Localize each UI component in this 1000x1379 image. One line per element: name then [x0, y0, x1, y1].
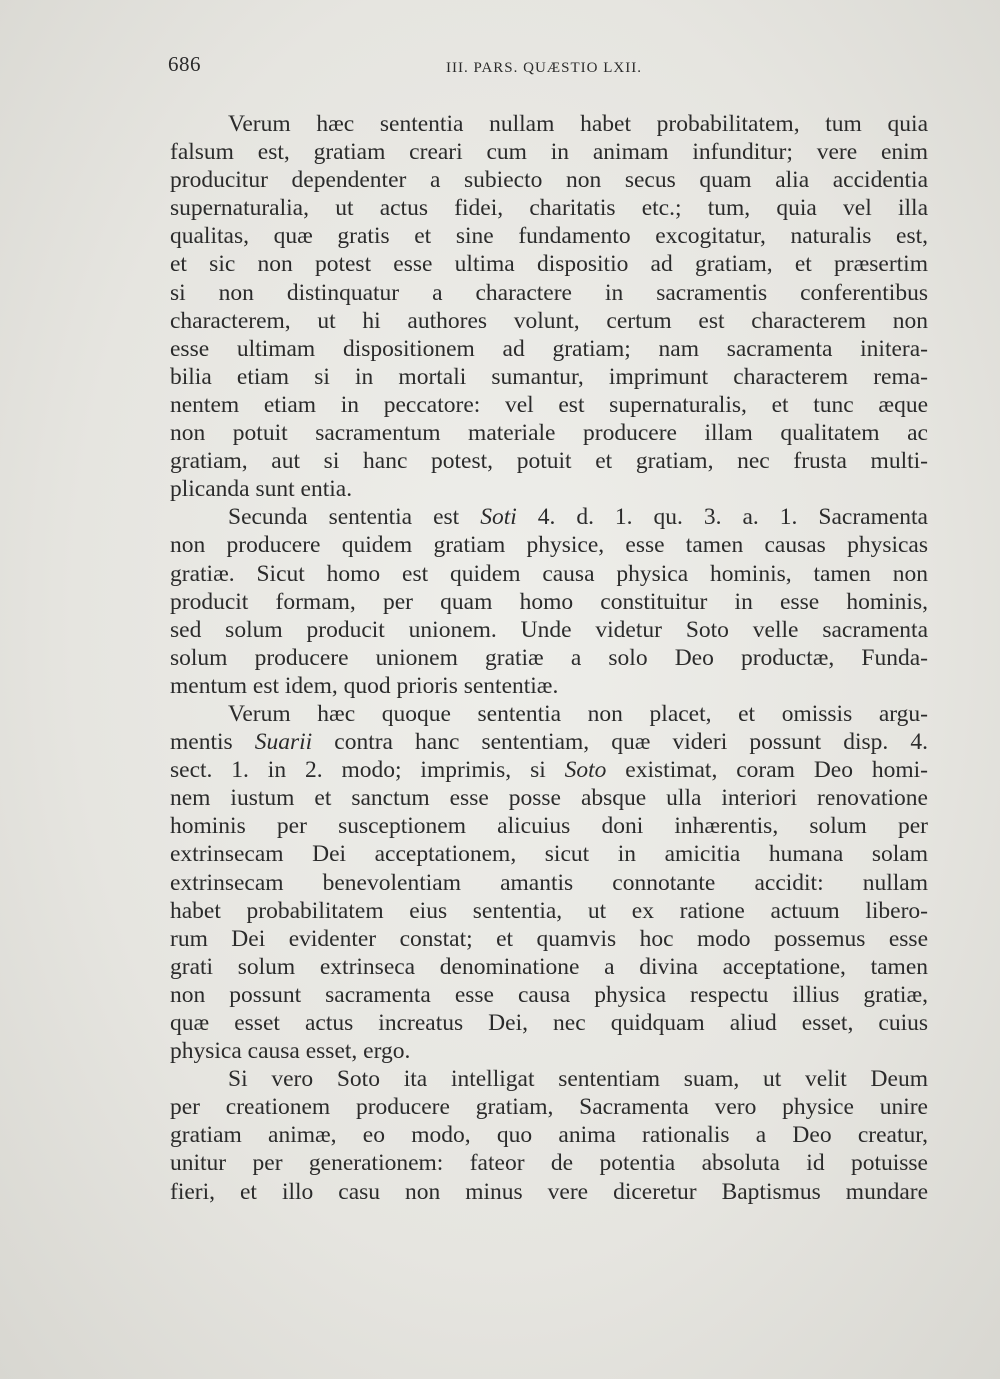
text-line: sed solum producit unionem. Unde videtur Soto velle sacramenta	[170, 616, 928, 643]
text-line	[170, 503, 928, 531]
text-line: non producere quidem gratiam physice, esse tamen causas physicas	[170, 532, 928, 559]
text-line: non potuit sacramentum materiale producere illam qualitatem ac	[170, 420, 928, 447]
body-text	[170, 110, 928, 1206]
text-line: unitur per generationem: fateor de potentia absoluta id potuisse	[170, 1150, 928, 1177]
text-line: et sic non potest esse ultima dispositio ad gratiam, et præsertim	[170, 251, 928, 278]
text-line: extrinsecam benevolentiam amantis connotante accidit: nullam	[170, 869, 928, 896]
text-line: nentem etiam in peccatore: vel est supernaturalis, et tunc æque	[170, 391, 928, 418]
italic-author-name: Suarii	[254, 729, 313, 756]
text-run: sect. 1. in 2. modo; imprimis, si	[170, 757, 565, 784]
text-run: 4. d. 1. qu. 3. a. 1. Sacramenta	[516, 504, 928, 531]
running-title: III. PARS. QUÆSTIO LXII.	[446, 60, 642, 76]
text-run: existimat, coram Deo homi-	[606, 757, 929, 784]
text-line: mentum est idem, quod prioris sententiæ.	[170, 672, 559, 699]
text-line: si non distinquatur a charactere in sacramentis conferentibus	[170, 279, 928, 306]
text-line	[170, 756, 928, 784]
text-line: qualitas, quæ gratis et sine fundamento excogitatur, naturalis est,	[170, 223, 928, 250]
text-line: habet probabilitatem eius sententia, ut ex ratione actuum libero-	[170, 897, 928, 924]
text-line: fieri, et illo casu non minus vere diceretur Baptismus mundare	[170, 1178, 928, 1205]
text-run: mentis	[170, 729, 255, 756]
text-line: characterem, ut hi authores volunt, certum est characterem non	[170, 307, 928, 334]
text-run: Secunda sententia est	[228, 504, 481, 531]
text-line: gratiam animæ, eo modo, quo anima rationalis a Deo creatur,	[170, 1122, 928, 1149]
text-line: gratiam, aut si hanc potest, potuit et gratiam, nec frusta multi-	[170, 448, 928, 475]
italic-author-name: Soto	[564, 757, 607, 784]
text-line: nem iustum et sanctum esse posse absque ulla interiori renovatione	[170, 785, 928, 812]
text-line: esse ultimam dispositionem ad gratiam; nam sacramenta initera-	[170, 335, 928, 362]
text-line: producit formam, per quam homo constituitur in esse hominis,	[170, 588, 928, 615]
text-line: producitur dependenter a subiecto non secus quam alia accidentia	[170, 167, 928, 194]
text-line: physica causa esset, ergo.	[170, 1038, 411, 1065]
text-line: Verum hæc sententia nullam habet probabilitatem, tum quia	[228, 111, 928, 137]
text-line: Si vero Soto ita intelligat sententiam suam, ut velit Deum	[228, 1066, 928, 1093]
text-line: extrinsecam Dei acceptationem, sicut in amicitia humana solam	[170, 841, 928, 868]
text-line: supernaturalia, ut actus fidei, charitatis etc.; tum, quia vel illa	[170, 195, 928, 222]
running-head	[168, 52, 928, 82]
text-line: rum Dei evidenter constat; et quamvis hoc modo possemus esse	[170, 925, 928, 952]
text-line	[170, 728, 928, 756]
text-line: Verum hæc quoque sententia non placet, et omissis argu-	[228, 700, 928, 727]
text-line: plicanda sunt entia.	[170, 476, 353, 503]
text-run: contra hanc sententiam, quæ videri possunt disp. 4.	[312, 729, 928, 756]
text-line: grati solum extrinseca denominatione a divina acceptatione, tamen	[170, 953, 928, 980]
text-line: non possunt sacramenta esse causa physica respectu illius gratiæ,	[170, 981, 928, 1008]
text-line: gratiæ. Sicut homo est quidem causa physica hominis, tamen non	[170, 560, 928, 587]
text-line: hominis per susceptionem alicuius doni inhærentis, solum per	[170, 813, 928, 840]
text-line: bilia etiam si in mortali sumantur, imprimunt characterem rema-	[170, 363, 928, 390]
text-line: per creationem producere gratiam, Sacramenta vero physice unire	[170, 1094, 928, 1121]
text-line: falsum est, gratiam creari cum in animam infunditur; vere enim	[170, 139, 928, 166]
page-number: 686	[168, 52, 201, 76]
italic-author-name: Soti	[480, 504, 517, 531]
text-line: solum producere unionem gratiæ a solo Deo productæ, Funda-	[170, 644, 928, 671]
text-line: quæ esset actus increatus Dei, nec quidquam aliud esset, cuius	[170, 1010, 928, 1036]
